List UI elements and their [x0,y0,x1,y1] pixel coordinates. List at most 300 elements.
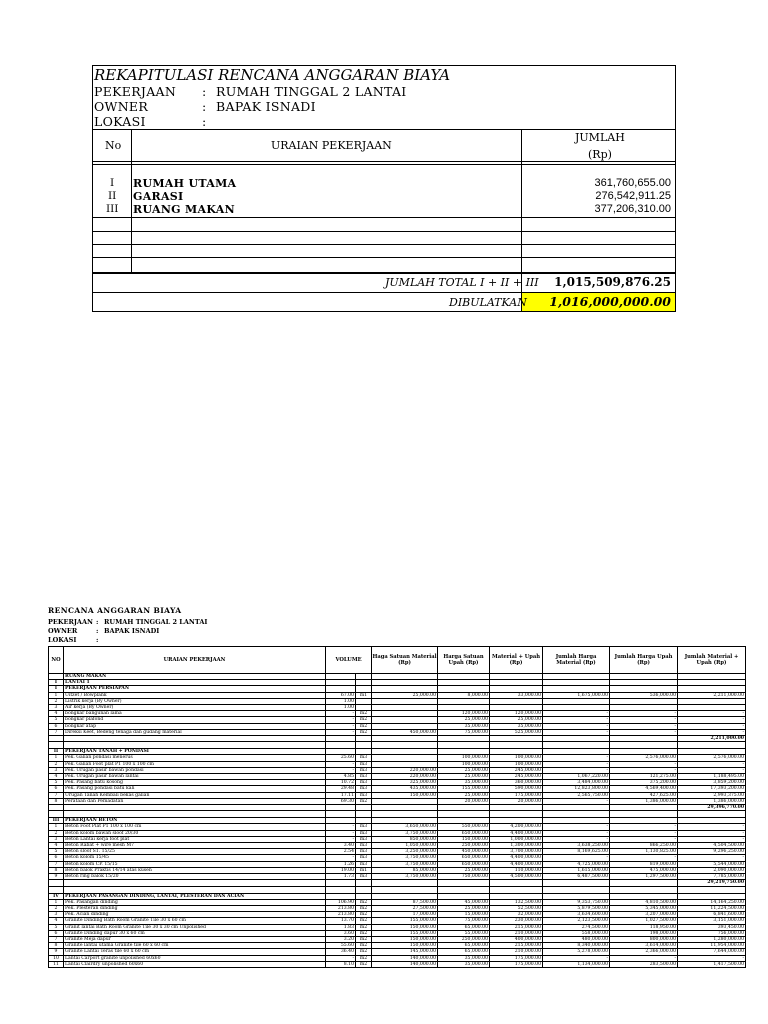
table-cell: PEKERJAAN PASANGAN DINDING, LANTAI, PLESTERAN DAN ACIAN [64,893,326,899]
table-cell: 1,067,220.00 [543,774,610,780]
table-cell: 1,675,000.00 [543,692,610,698]
table-cell: 1 [49,755,64,761]
table-cell: 65,000.00 [438,943,490,949]
table-cell: m2 [356,918,372,924]
table-cell: 8 [49,867,64,873]
table-cell [326,811,356,818]
table-cell: 9,296,250.00 [678,849,746,855]
table-cell: 3,750,000.00 [372,861,438,867]
table-cell: Lantai Clairdry unpolished 60x60 [64,961,326,967]
table-cell [64,742,326,749]
table-cell: 1,386,000.00 [610,798,678,804]
table-cell: 3,700,000.00 [490,849,543,855]
col-jumlah-material: Jumlah Harga Material (Rp) [543,647,610,674]
table-cell: m3 [356,774,372,780]
table-cell: 480,000.00 [543,936,610,942]
table-cell: Perataan dan Pemadatan [64,798,326,804]
table-cell [64,811,326,818]
table-cell: 213.80 [326,912,356,918]
recap-lokasi-line [94,114,216,129]
table-cell: 36.40 [326,949,356,955]
table-cell: 6 [49,930,64,936]
table-cell: - [326,824,356,830]
table-cell: m3 [356,780,372,786]
table-cell: 210,000.00 [490,930,543,936]
table-cell [610,742,678,749]
table-cell: - [543,855,610,861]
table-cell: 25,000.00 [438,774,490,780]
table-cell: 2,565,750.00 [543,792,610,798]
table-cell: Pek. Urugan pasir bawah lantai [64,774,326,780]
detail-table [48,646,746,968]
colon: : [96,627,99,635]
colon: : [202,114,207,129]
table-cell: 4 [49,918,64,924]
table-cell: 7 [49,729,64,735]
table-cell: 5,544,000.00 [678,861,746,867]
table-cell: III [49,818,64,824]
table-cell: - [678,824,746,830]
table-cell: m2 [356,899,372,905]
table-cell: 5 [49,924,64,930]
table-cell: m2 [356,955,372,961]
table-cell: 2.54 [326,849,356,855]
table-cell: 155,000.00 [372,918,438,924]
table-cell: m3 [356,849,372,855]
table-cell [438,886,490,893]
table-cell: - [678,955,746,961]
table-cell: 650,000.00 [438,830,490,836]
table-cell: 5,345,000.00 [610,905,678,911]
table-cell: 4,400,000.00 [490,830,543,836]
table-cell: - [610,711,678,717]
table-cell: - [678,767,746,773]
row-number: II [108,190,117,202]
header-rule [93,129,675,130]
table-cell [490,742,543,749]
table-cell: 69.30 [326,798,356,804]
col-jumlah-header: JUMLAH [575,131,625,144]
table-cell: 5 [49,849,64,855]
table-cell: 283,500.00 [610,961,678,967]
table-cell: 3,650,000.00 [372,824,438,830]
table-cell: 4,400,000.00 [490,855,543,861]
table-cell: 11 [49,961,64,967]
table-cell: 650,000.00 [438,861,490,867]
table-cell: 4,504,500.00 [678,843,746,849]
spacer-row [49,742,746,749]
row-rule [93,257,675,258]
table-cell [490,886,543,893]
table-cell: m3 [356,792,372,798]
lokasi-label: LOKASI [48,636,77,644]
table-cell: 213.80 [326,905,356,911]
owner-value: BAPAK ISNADI [216,99,316,114]
table-cell: 9,353,750.00 [543,899,610,905]
table-cell: 3 [49,836,64,842]
table-cell: 9 [49,949,64,955]
table-cell: 19.00 [326,867,356,873]
table-cell: 1,300,000.00 [490,843,543,849]
table-cell: 10.72 [326,780,356,786]
table-cell: 175,000.00 [490,792,543,798]
table-cell: - [678,729,746,735]
table-cell: Pek. Galian pondasi menerus [64,755,326,761]
table-cell: - [543,755,610,761]
table-cell: m2 [356,936,372,942]
table-cell [438,742,490,749]
table-cell: 2 [49,698,64,704]
table-cell [543,742,610,749]
table-cell: 17,000.00 [372,912,438,918]
table-cell: m2 [356,949,372,955]
table-cell: 1 [49,692,64,698]
table-cell: 3,634,600.00 [543,912,610,918]
table-cell: Granite Dinding Bath Room Granite Tile 30 x 60 cm [64,918,326,924]
table-cell: - [610,723,678,729]
row-amount: 377,206,310.00 [594,203,671,215]
row-label: RUMAH UTAMA [133,177,237,190]
table-cell: 2,576,000.00 [610,755,678,761]
table-cell: - [326,729,356,735]
table-cell: 17,393,200.00 [678,786,746,792]
table-cell: 475,000.00 [610,867,678,873]
table-cell: m2 [356,961,372,967]
table-cell: 2,123,500.00 [543,918,610,924]
col-harga-material: Haga Satuan Material (Rp) [372,647,438,674]
table-cell: Lantai Carport granite unpolished 60x60 [64,955,326,961]
table-cell [438,811,490,818]
detail-pekerjaan-line [48,618,207,626]
table-cell: 2 [49,761,64,767]
detail-lokasi-line [48,636,104,644]
table-cell: 175,000.00 [490,955,543,961]
detail-header-row [49,647,746,674]
col-volume: VOLUME [326,647,372,674]
table-cell [610,886,678,893]
table-cell: 3,638,250.00 [543,843,610,849]
detail-body [49,674,746,968]
table-cell: - [326,767,356,773]
table-cell: Uitzet / Bowplank [64,692,326,698]
table-cell: 8,000.00 [438,692,490,698]
col-harga-upah: Harga Satuan Upah (Rp) [438,647,490,674]
table-cell: Air kerja (By Owner) [64,705,326,711]
table-cell: 9 [49,874,64,880]
table-cell: 35,000.00 [438,961,490,967]
table-cell [49,886,64,893]
table-cell: 866,250.00 [610,843,678,849]
table-cell: Beton kolom bawah sloof 20/30 [64,830,326,836]
table-cell: 2,576,000.00 [678,755,746,761]
table-cell: 1.00 [326,705,356,711]
table-cell: 106.90 [326,899,356,905]
table-cell: 325,000.00 [372,780,438,786]
table-cell: Pek. Galian Foot plat P1 100 x 100 cm [64,761,326,767]
table-cell: Granite Meja dapur [64,936,326,942]
colon: : [96,618,99,626]
table-cell: Granite Lantai Teras tile 60 x 60 cm [64,949,326,955]
table-cell: 1,000,000.00 [490,836,543,842]
table-cell: - [678,711,746,717]
table-cell: 6,841,600.00 [678,912,746,918]
table-cell: 65,000.00 [438,924,490,930]
table-cell: bongkar bangunan lama [64,711,326,717]
row-rule [93,231,675,232]
table-cell: 5 [49,717,64,723]
detail-owner-line [48,627,159,635]
table-cell: RUANG MAKAN [64,674,326,680]
table-cell: 5,879,500.00 [543,905,610,911]
table-cell: Pek. Pasangan dinding [64,899,326,905]
table-cell: 25,000.00 [372,692,438,698]
col-rp-header: (Rp) [588,148,612,161]
rounded-label: DIBULATKAN [449,296,527,309]
table-cell: - [610,836,678,842]
table-cell: 8.10 [326,961,356,967]
table-cell: 2,211,000.00 [678,692,746,698]
table-cell: 536,000.00 [610,692,678,698]
table-cell: m2 [356,930,372,936]
table-cell: - [610,855,678,861]
colon: : [96,636,99,644]
col-no: NO [49,647,64,674]
table-cell: m1 [356,867,372,873]
table-cell: 118,950.00 [610,924,678,930]
table-cell: 4,810,500.00 [610,899,678,905]
table-cell: 1 [49,899,64,905]
table-cell [49,811,64,818]
table-cell: 65,000.00 [438,949,490,955]
table-cell: 1.00 [326,698,356,704]
table-cell [543,886,610,893]
table-cell: Direksi Keet, Bedeng tenaga dan gudang material [64,729,326,735]
table-cell: Beton sloof S1. 15/25 [64,849,326,855]
table-cell: m2 [356,943,372,949]
table-cell: 1.73 [326,874,356,880]
table-cell: I [49,680,64,686]
table-cell: 250,000.00 [438,936,490,942]
table-cell: - [326,830,356,836]
row-amount: 361,760,655.00 [594,177,671,189]
table-cell: m2 [356,729,372,735]
table-cell: Beton Rabat + wire mesh M7 [64,843,326,849]
table-cell: 245,000.00 [490,774,543,780]
table-cell: m2 [356,905,372,911]
table-cell: 1,386,000.00 [678,798,746,804]
table-cell: 4.85 [326,774,356,780]
table-cell: - [610,767,678,773]
table-cell: m3 [356,755,372,761]
header-bottom-rule [93,161,675,162]
table-cell: 590,000.00 [490,786,543,792]
table-cell: 1,027,500.00 [610,918,678,924]
table-cell: Beton kolom CP. 15/15 [64,861,326,867]
table-cell: 100,000.00 [438,755,490,761]
table-cell [678,811,746,818]
table-cell: 850,000.00 [372,836,438,842]
col-jumlah-total: Jumlah Material + Upah (Rp) [678,647,746,674]
table-cell: 450,000.00 [438,849,490,855]
table-cell: 4,500,000.00 [490,874,543,880]
table-cell: 11,954,000.00 [678,943,746,949]
table-cell: - [610,824,678,830]
table-cell: 17.11 [326,792,356,798]
table-cell: 3.40 [326,843,356,849]
table-cell: 121,275.00 [610,774,678,780]
col-divider-no [131,129,132,274]
table-cell: - [543,723,610,729]
table-cell: PEKERJAAN TANAH + PONDASI [64,749,326,755]
table-cell: 393,450.00 [678,924,746,930]
table-cell: 750,000.00 [438,874,490,880]
table-cell: 210,000.00 [490,949,543,955]
table-cell: 8 [49,798,64,804]
recap-owner-line [94,99,316,114]
table-cell: 29,219,750.00 [678,880,746,886]
table-cell: 1,050,000.00 [372,843,438,849]
owner-label: OWNER [94,99,149,114]
recap-pekerjaan-line [94,84,407,99]
table-cell: 2,993,375.00 [678,792,746,798]
table-cell [356,811,372,818]
table-cell: m3 [356,855,372,861]
table-cell [372,742,438,749]
table-cell: m3 [356,767,372,773]
table-cell: 3.60 [326,930,356,936]
table-cell: 150,000.00 [438,836,490,842]
table-cell: m3 [356,874,372,880]
table-cell: m2 [356,912,372,918]
table-cell: 6 [49,786,64,792]
table-cell: 3,614,000.00 [610,943,678,949]
table-cell: - [610,729,678,735]
table-cell: 12,823,800.00 [543,786,610,792]
row-rule [93,217,675,218]
table-cell [543,811,610,818]
table-cell: 3 [49,705,64,711]
table-cell: 7 [49,936,64,942]
owner-label: OWNER [48,627,78,635]
table-cell: - [678,717,746,723]
table-cell: 55,000.00 [438,930,490,936]
table-cell: 140,000.00 [372,961,438,967]
table-cell: 3.20 [326,936,356,942]
table-cell: 4 [49,843,64,849]
table-cell: 132,500.00 [490,899,543,905]
table-cell: 100,000.00 [490,761,543,767]
table-cell: 400,000.00 [490,936,543,942]
table-cell: 25,000.00 [438,792,490,798]
table-cell: - [678,830,746,836]
colon: : [202,99,207,114]
pekerjaan-value: RUMAH TINGGAL 2 LANTAI [104,618,208,626]
row-label: GARASI [133,190,184,203]
table-cell [326,886,356,893]
table-cell: 6 [49,855,64,861]
table-cell: 11,224,500.00 [678,905,746,911]
col-no-header: No [105,139,122,152]
table-cell: 32,000.00 [490,912,543,918]
table-cell: 3,250,000.00 [372,849,438,855]
table-cell: 5,278,000.00 [543,949,610,955]
table-cell: 150,000.00 [372,936,438,942]
table-cell: 14,164,250.00 [678,899,746,905]
table-cell: m3 [356,836,372,842]
lokasi-label: LOKASI [94,114,146,129]
table-cell: 4 [49,774,64,780]
table-cell: 150,000.00 [372,792,438,798]
table-cell: 756,000.00 [678,930,746,936]
pekerjaan-value: RUMAH TINGGAL 2 LANTAI [216,84,407,99]
table-cell: 2 [49,905,64,911]
table-cell: 35,000.00 [438,955,490,961]
table-cell: - [678,836,746,842]
table-cell: Granite lantai utama Granite tile 60 x 60 cm [64,943,326,949]
table-cell: m1 [356,692,372,698]
table-cell: 7,785,000.00 [678,874,746,880]
table-cell: 75,000.00 [438,729,490,735]
row-label: RUANG MAKAN [133,203,235,216]
table-cell: 150,000.00 [372,924,438,930]
table-cell: Pek. Urugan pasir bawah pondasi [64,767,326,773]
table-cell: 100,000.00 [438,761,490,767]
table-cell [490,811,543,818]
table-cell: 2,211,000.00 [678,736,746,742]
table-cell: 55.60 [326,943,356,949]
table-cell: 1,417,500.00 [678,961,746,967]
table-cell: 52,500.00 [490,905,543,911]
table-cell: 6,487,500.00 [543,874,610,880]
table-cell: 558,000.00 [543,930,610,936]
table-cell: 120,000.00 [438,711,490,717]
table-cell: m3 [356,861,372,867]
table-cell [64,886,326,893]
table-cell: 20,000.00 [490,798,543,804]
table-cell: - [326,723,356,729]
table-cell: 155,000.00 [372,930,438,936]
table-cell: 100,000.00 [490,755,543,761]
table-cell: - [610,761,678,767]
table-cell: - [326,955,356,961]
table-cell: 1,134,000.00 [543,961,610,967]
table-cell: 20,000.00 [438,798,490,804]
table-cell: 8,340,000.00 [543,943,610,949]
table-cell: Beton Lantai kerja foot plat [64,836,326,842]
table-cell: 4,725,000.00 [543,861,610,867]
table-cell: - [326,836,356,842]
table-cell: 35,000.00 [438,723,490,729]
table-cell: 35,000.00 [490,723,543,729]
table-cell: 25.60 [326,755,356,761]
table-cell: 2,090,000.00 [678,867,746,873]
table-cell: 25,000.00 [438,867,490,873]
table-cell: I [49,686,64,692]
table-cell: m2 [356,723,372,729]
table-cell: - [326,855,356,861]
table-cell: m3 [356,761,372,767]
table-cell [372,886,438,893]
total-value: 1,015,509,876.25 [554,275,671,289]
table-cell: - [543,955,610,961]
table-cell: - [326,711,356,717]
table-cell: 8,169,625.00 [543,849,610,855]
table-cell: 140,000.00 [372,955,438,961]
table-cell: 215,000.00 [490,943,543,949]
table-cell: m2 [356,798,372,804]
table-cell: 25,000.00 [490,717,543,723]
table-cell [49,742,64,749]
